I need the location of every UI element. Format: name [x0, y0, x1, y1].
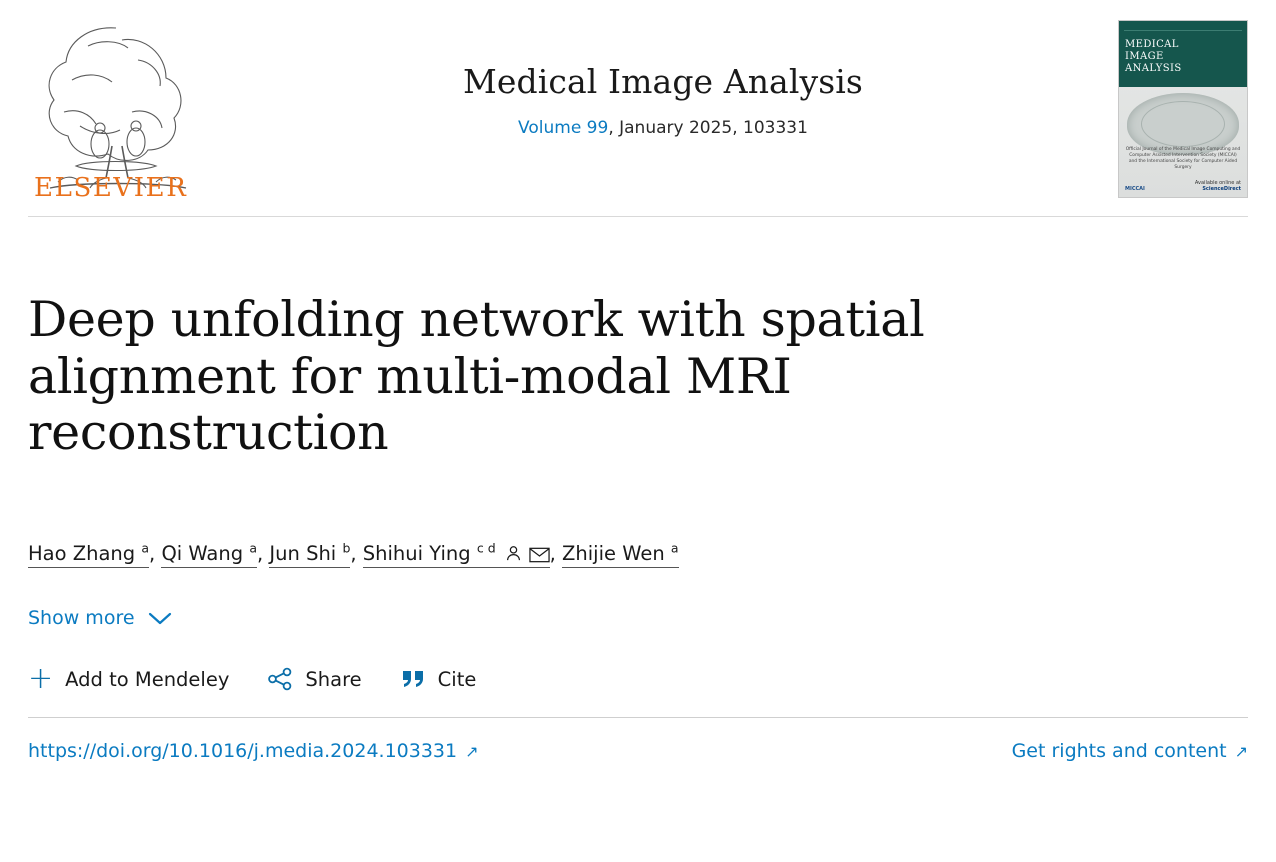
quote-icon	[400, 668, 426, 690]
elsevier-logo[interactable]	[28, 14, 208, 198]
chevron-down-icon	[147, 610, 173, 626]
author-item[interactable]	[269, 542, 350, 568]
external-link-icon: ↗	[1234, 741, 1248, 761]
cover-footer	[1125, 180, 1241, 192]
author-name: Shihui Ying	[362, 542, 471, 566]
cover-brain-image	[1127, 93, 1239, 155]
doi-text: https://doi.org/10.1016/j.media.2024.103331	[28, 740, 458, 763]
journal-header	[0, 0, 1276, 216]
cover-sd-bottom: ScienceDirect	[1202, 186, 1241, 192]
doi-link[interactable]	[28, 740, 479, 762]
rights-text: Get rights and content	[1011, 740, 1227, 763]
author-name: Hao Zhang	[28, 542, 136, 566]
author-affiliation-marker: b	[342, 540, 351, 556]
get-rights-and-content-link[interactable]	[1012, 740, 1248, 762]
cover-title-text	[1125, 39, 1182, 75]
plus-icon: +	[28, 661, 54, 697]
author-separator: ,	[350, 542, 363, 566]
cover-top-bar	[1124, 24, 1242, 31]
cite-label: Cite	[437, 667, 477, 691]
cover-title-line1: MEDICAL	[1125, 39, 1179, 50]
cover-sciencedirect	[1195, 180, 1241, 192]
cover-title-line3: ANALYSIS	[1125, 63, 1182, 74]
journal-title: Medical Image Analysis	[463, 62, 863, 101]
envelope-icon[interactable]	[529, 542, 550, 571]
header-divider	[28, 216, 1248, 217]
article-actions	[0, 629, 1276, 697]
author-item-corresponding[interactable]	[363, 542, 550, 568]
person-icon[interactable]	[504, 542, 523, 571]
author-name: Jun Shi	[269, 542, 337, 566]
journal-info	[208, 14, 1118, 138]
author-separator: ,	[549, 542, 563, 566]
cover-title-line2: IMAGE	[1125, 51, 1164, 62]
cover-sd-top: Available online at	[1194, 180, 1241, 186]
author-item[interactable]	[562, 542, 679, 568]
author-item[interactable]	[28, 542, 149, 568]
article-footer-links	[0, 718, 1276, 762]
cite-button[interactable]	[400, 668, 477, 691]
show-more-label: Show more	[28, 607, 135, 630]
elsevier-wordmark: ELSEVIER	[34, 173, 188, 198]
show-more-button[interactable]	[28, 607, 173, 629]
corresponding-author-icons	[498, 541, 550, 571]
author-separator: ,	[149, 542, 162, 566]
author-affiliation-marker: a	[141, 540, 150, 556]
author-affiliation-marker: a	[249, 540, 257, 556]
page-title: Deep unfolding network with spatial alignment for multi-modal MRI reconstruction	[28, 290, 925, 462]
author-separator: ,	[257, 542, 270, 566]
author-affiliation-marker: a	[670, 540, 679, 556]
external-link-icon: ↗	[465, 741, 479, 761]
author-list	[0, 495, 1276, 571]
journal-issue-meta	[208, 118, 1118, 138]
share-button[interactable]	[267, 667, 361, 691]
author-name: Qi Wang	[161, 542, 244, 566]
add-to-mendeley-button[interactable]	[28, 661, 230, 697]
author-affiliation-marker: c d	[476, 540, 496, 556]
cover-caption: Official Journal of the Medical Image Computing and Computer Assisted Intervention Society (MICCAI) and the International Society for Computer Aided Surgery	[1125, 147, 1241, 170]
volume-link[interactable]: Volume 99	[518, 117, 609, 138]
add-to-mendeley-label: Add to Mendeley	[65, 667, 230, 691]
share-icon	[267, 667, 293, 691]
cover-society-logo: MICCAI	[1125, 186, 1145, 192]
author-name: Zhijie Wen	[562, 542, 665, 566]
share-label: Share	[305, 667, 362, 691]
issue-meta-text: , January 2025, 103331	[608, 117, 808, 138]
journal-cover-thumbnail[interactable]	[1118, 20, 1248, 198]
author-item[interactable]	[161, 542, 257, 568]
